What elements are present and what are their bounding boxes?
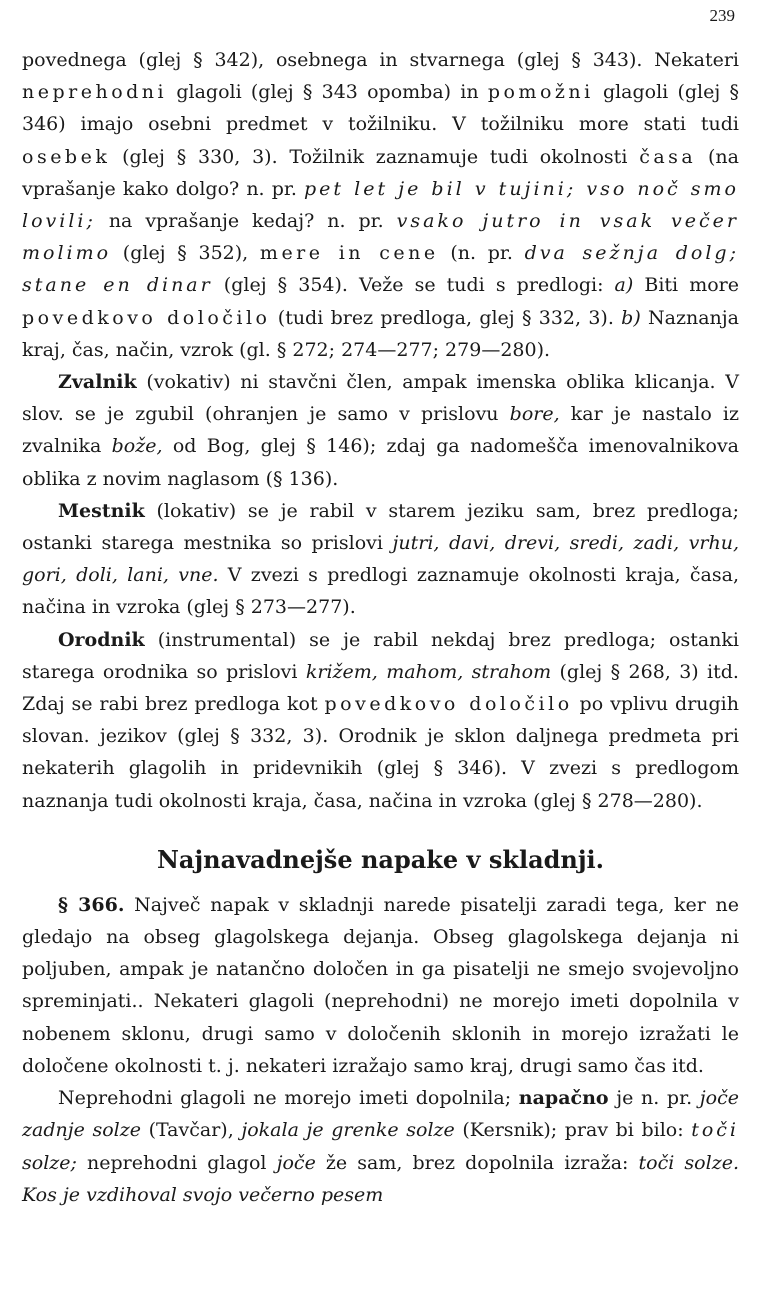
- paragraph-tozilnik: povednega (glej § 342), osebnega in stvarnega (glej § 343). Nekateri neprehodni glagoli (glej § 343 opomba) in pomožni glagoli (glej § 346) imajo osebni predmet v tožilniku. V tožilniku more stati tudi osebek (glej § 330, 3). Tožilnik zaznamuje tudi okolnosti časa (na vprašanje kako dolgo? n. pr. pet let je bil v tujini; vso noč smo lovili; na vprašanje kedaj? n. pr. vsako jutro in vsak večer molimo (glej § 352), mere in cene (n. pr. dva sežnja dolg; stane en dinar (glej § 354). Veže se tudi s predlogi: a) Biti more povedkovo določilo (tudi brez predloga, glej § 332, 3). b) Naznanja kraj, čas, način, vzrok (gl. § 272; 274—277; 279—280).: [22, 49, 739, 361]
- paragraph-neprehodni: Neprehodni glagoli ne morejo imeti dopolnila; napačno je n. pr. joče zadnje solze (Tavčar), jokala je grenke solze (Kersnik); prav bi bilo: toči solze; neprehodni glagol joče že sam, brez dopolnila izraža: toči solze. Kos je vzdihoval svojo večerno pesem: [22, 1087, 739, 1206]
- paragraph-zvalnik: Zvalnik (vokativ) ni stavčni člen, ampak imenska oblika klicanja. V slov. se je zgubil (ohranjen je samo v prislovu bore, kar je nastalo iz zvalnika bože, od Bog, glej § 146); zdaj ga nadomešča imenovalnikova oblika z novim naglasom (§ 136).: [22, 371, 739, 490]
- section-heading: Najnavadnejše napake v skladnji.: [156, 844, 605, 874]
- term-orodnik: Orodnik: [58, 628, 145, 651]
- paragraph-366: § 366. Največ napak v skladnji narede pisatelji zaradi tega, ker ne gledajo na obseg glagolskega dejanja. Obseg glagolskega dejanja ni poljuben, ampak je natančno določen in ga pisatelji ne smejo svojevoljno spreminjati.. Nekateri glagoli (neprehodni) ne morejo imeti dopolnila v nobenem sklonu, drugi samo v določenih sklonih in morejo izražati le določene okolnosti t. j. nekateri izražajo samo kraj, drugi samo čas itd.: [22, 893, 739, 1077]
- paragraph-orodnik: Orodnik (instrumental) se je rabil nekdaj brez predloga; ostanki starega orodnika so prislovi križem, mahom, strahom (glej § 268, 3) itd. Zdaj se rabi brez predloga kot povedkovo določilo po vplivu drugih slovan. jezikov (glej § 332, 3). Orodnik je sklon daljnega predmeta pri nekaterih glagolih in pridevnikih (glej § 346). V zvezi s predlogom naznanja tudi okolnosti kraja, časa, načina in vzroka (glej § 278—280).: [22, 628, 739, 812]
- paragraph-mestnik: Mestnik (lokativ) se je rabil v starem jeziku sam, brez predloga; ostanki starega mestnika so prislovi jutri, davi, drevi, sredi, zadi, vrhu, gori, doli, lani, vne. V zvezi s predlogi zaznamuje okolnosti kraja, časa, načina in vzroka (glej § 273—277).: [22, 499, 739, 619]
- term-mestnik: Mestnik: [58, 499, 145, 522]
- section-number: § 366.: [58, 893, 125, 916]
- page-number: 239: [709, 6, 735, 25]
- page-body: [22, 44, 739, 1211]
- term-zvalnik: Zvalnik: [58, 371, 137, 394]
